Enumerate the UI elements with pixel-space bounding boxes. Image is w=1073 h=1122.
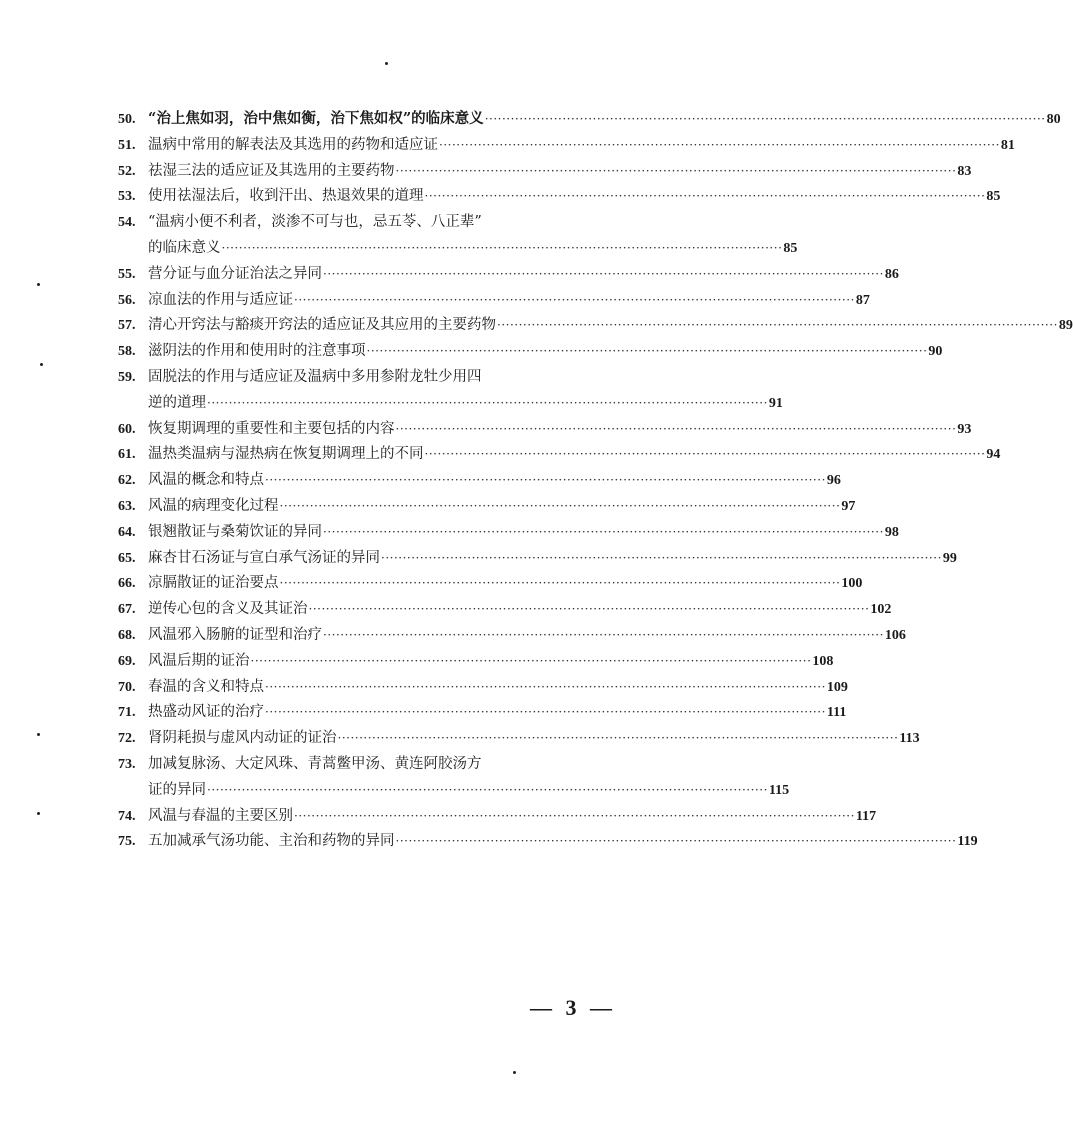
toc-entry bbox=[118, 623, 906, 649]
dot-leader bbox=[485, 107, 1046, 133]
table-of-contents bbox=[118, 106, 1073, 855]
dot-leader bbox=[265, 700, 826, 726]
entry-page-number: 90 bbox=[928, 344, 943, 360]
entry-title: 逆传心包的含义及其证治 bbox=[148, 601, 308, 618]
entry-number: 67. bbox=[118, 602, 136, 618]
toc-entry bbox=[118, 184, 1001, 210]
entry-number: 57. bbox=[118, 318, 136, 334]
entry-page-number: 91 bbox=[768, 395, 783, 411]
entry-title: 银翘散证与桑菊饮证的异同 bbox=[148, 523, 322, 540]
dot-leader bbox=[265, 675, 826, 701]
toc-entry bbox=[118, 417, 972, 443]
entry-number: 56. bbox=[118, 292, 136, 308]
entry-title: 风温后期的证治 bbox=[148, 652, 250, 669]
toc-entry bbox=[118, 700, 847, 726]
dot-leader bbox=[497, 313, 1058, 339]
entry-number: 74. bbox=[118, 808, 136, 824]
print-speck bbox=[37, 812, 40, 815]
entry-title: 营分证与血分证治法之异同 bbox=[148, 265, 322, 282]
entry-title: 滋阴法的作用和使用时的注意事项 bbox=[148, 343, 366, 360]
entry-page-number: 111 bbox=[826, 705, 847, 721]
entry-page-number: 108 bbox=[812, 653, 834, 669]
toc-entry bbox=[118, 468, 841, 494]
dot-leader bbox=[280, 571, 841, 597]
dot-leader bbox=[294, 804, 855, 830]
entry-title-continuation: 证的异同 bbox=[148, 781, 206, 798]
entry-title: 温热类温病与湿热病在恢复期调理上的不同 bbox=[148, 446, 424, 463]
entry-page-number: 96 bbox=[826, 473, 841, 489]
toc-entry bbox=[118, 726, 920, 752]
entry-page-number: 109 bbox=[826, 679, 848, 695]
entry-title: 麻杏甘石汤证与宣白承气汤证的异同 bbox=[148, 549, 380, 566]
print-speck bbox=[40, 363, 43, 366]
entry-number: 68. bbox=[118, 627, 136, 643]
toc-entry bbox=[118, 262, 899, 288]
entry-title: “温病小便不利者，淡渗不可与也，忌五苓、八正辈” bbox=[148, 214, 482, 231]
toc-entry bbox=[118, 546, 957, 572]
entry-title: 肾阴耗损与虚风内动证的证治 bbox=[148, 730, 337, 747]
entry-title: 加减复脉汤、大定风珠、青蒿鳖甲汤、黄连阿胶汤方 bbox=[148, 755, 482, 772]
toc-entry bbox=[118, 597, 892, 623]
toc-entry bbox=[118, 365, 783, 417]
entry-number: 53. bbox=[118, 189, 136, 205]
entry-number: 71. bbox=[118, 705, 136, 721]
entry-page-number: 81 bbox=[1000, 137, 1015, 153]
entry-number: 73. bbox=[118, 756, 136, 772]
entry-title: 热盛动风证的治疗 bbox=[148, 704, 264, 721]
entry-page-number: 83 bbox=[957, 163, 972, 179]
entry-title: 风温邪入肠腑的证型和治疗 bbox=[148, 626, 322, 643]
toc-entry bbox=[118, 339, 943, 365]
toc-entry bbox=[118, 313, 1073, 339]
entry-number: 54. bbox=[118, 215, 136, 231]
dot-leader bbox=[439, 133, 1000, 159]
entry-page-number: 98 bbox=[884, 524, 899, 540]
entry-page-number: 93 bbox=[957, 421, 972, 437]
print-speck bbox=[513, 1071, 516, 1074]
print-speck bbox=[385, 62, 388, 65]
dot-leader bbox=[294, 288, 855, 314]
entry-page-number: 97 bbox=[841, 498, 856, 514]
entry-number: 52. bbox=[118, 163, 136, 179]
entry-title: 使用祛湿法后，收到汗出、热退效果的道理 bbox=[148, 188, 424, 205]
dot-leader bbox=[323, 520, 884, 546]
toc-entry bbox=[118, 210, 798, 262]
toc-entry bbox=[118, 649, 834, 675]
toc-entry bbox=[118, 804, 877, 830]
entry-title: 祛湿三法的适应证及其选用的主要药物 bbox=[148, 162, 395, 179]
toc-entry bbox=[118, 675, 848, 701]
entry-title: 风温的概念和特点 bbox=[148, 472, 264, 489]
toc-entry bbox=[118, 133, 1015, 159]
dot-leader bbox=[367, 339, 928, 365]
dot-leader bbox=[396, 159, 957, 185]
entry-number: 55. bbox=[118, 266, 136, 282]
dot-leader bbox=[381, 546, 942, 572]
dot-leader bbox=[309, 597, 870, 623]
entry-number: 58. bbox=[118, 344, 136, 360]
entry-number: 63. bbox=[118, 498, 136, 514]
entry-page-number: 94 bbox=[986, 447, 1001, 463]
dot-leader bbox=[280, 494, 841, 520]
entry-page-number: 102 bbox=[870, 602, 892, 618]
entry-title: 风温的病理变化过程 bbox=[148, 497, 279, 514]
entry-number: 51. bbox=[118, 137, 136, 153]
dot-leader bbox=[265, 468, 826, 494]
entry-title: 清心开窍法与豁痰开窍法的适应证及其应用的主要药物 bbox=[148, 317, 496, 334]
entry-page-number: 106 bbox=[884, 627, 906, 643]
entry-title: 春温的含义和特点 bbox=[148, 678, 264, 695]
dot-leader bbox=[323, 262, 884, 288]
entry-number: 70. bbox=[118, 679, 136, 695]
entry-number: 64. bbox=[118, 524, 136, 540]
entry-page-number: 85 bbox=[783, 240, 798, 256]
entry-title: 凉血法的作用与适应证 bbox=[148, 291, 293, 308]
toc-entry bbox=[118, 829, 978, 855]
entry-title: 温病中常用的解表法及其选用的药物和适应证 bbox=[148, 136, 438, 153]
dot-leader bbox=[425, 184, 986, 210]
dot-leader bbox=[251, 649, 812, 675]
entry-page-number: 115 bbox=[768, 782, 790, 798]
toc-entry bbox=[118, 159, 972, 185]
entry-page-number: 80 bbox=[1046, 112, 1061, 127]
entry-title: 凉膈散证的证治要点 bbox=[148, 575, 279, 592]
dot-leader bbox=[396, 417, 957, 443]
dot-leader bbox=[222, 236, 783, 262]
entry-page-number: 85 bbox=[986, 189, 1001, 205]
dot-leader bbox=[323, 623, 884, 649]
toc-entry bbox=[118, 571, 863, 597]
entry-number: 50. bbox=[118, 112, 136, 127]
toc-entry bbox=[118, 520, 899, 546]
entry-title: “治上焦如羽，治中焦如衡，治下焦如权”的临床意义 bbox=[148, 110, 484, 127]
entry-page-number: 99 bbox=[942, 550, 957, 566]
entry-page-number: 119 bbox=[957, 834, 978, 850]
entry-number: 65. bbox=[118, 550, 136, 566]
entry-number: 69. bbox=[118, 653, 136, 669]
toc-entry bbox=[118, 288, 870, 314]
entry-number: 75. bbox=[118, 834, 136, 850]
toc-entry bbox=[118, 106, 1061, 133]
entry-title-continuation: 逆的道理 bbox=[148, 394, 206, 411]
entry-page-number: 113 bbox=[899, 731, 920, 747]
entry-number: 62. bbox=[118, 473, 136, 489]
entry-title: 恢复期调理的重要性和主要包括的内容 bbox=[148, 420, 395, 437]
entry-page-number: 100 bbox=[841, 576, 863, 592]
entry-title: 风温与春温的主要区别 bbox=[148, 807, 293, 824]
dot-leader bbox=[396, 829, 957, 855]
dot-leader bbox=[425, 442, 986, 468]
entry-title: 五加减承气汤功能、主治和药物的异同 bbox=[148, 833, 395, 850]
print-speck bbox=[37, 283, 40, 286]
page-number-footer: — 3 — bbox=[530, 995, 616, 1020]
dot-leader bbox=[207, 391, 768, 417]
entry-number: 61. bbox=[118, 447, 136, 463]
entry-title-continuation: 的临床意义 bbox=[148, 239, 221, 256]
toc-entry bbox=[118, 442, 1001, 468]
entry-number: 72. bbox=[118, 731, 136, 747]
dot-leader bbox=[338, 726, 899, 752]
entry-number: 59. bbox=[118, 369, 136, 385]
entry-number: 66. bbox=[118, 576, 136, 592]
dot-leader bbox=[207, 778, 768, 804]
toc-entry bbox=[118, 494, 856, 520]
toc-entry bbox=[118, 752, 790, 804]
entry-page-number: 117 bbox=[855, 808, 877, 824]
entry-page-number: 89 bbox=[1058, 318, 1073, 334]
entry-page-number: 86 bbox=[884, 266, 899, 282]
entry-title: 固脱法的作用与适应证及温病中多用参附龙牡少用四 bbox=[148, 368, 482, 385]
print-speck bbox=[37, 733, 40, 736]
entry-number: 60. bbox=[118, 421, 136, 437]
entry-page-number: 87 bbox=[855, 292, 870, 308]
